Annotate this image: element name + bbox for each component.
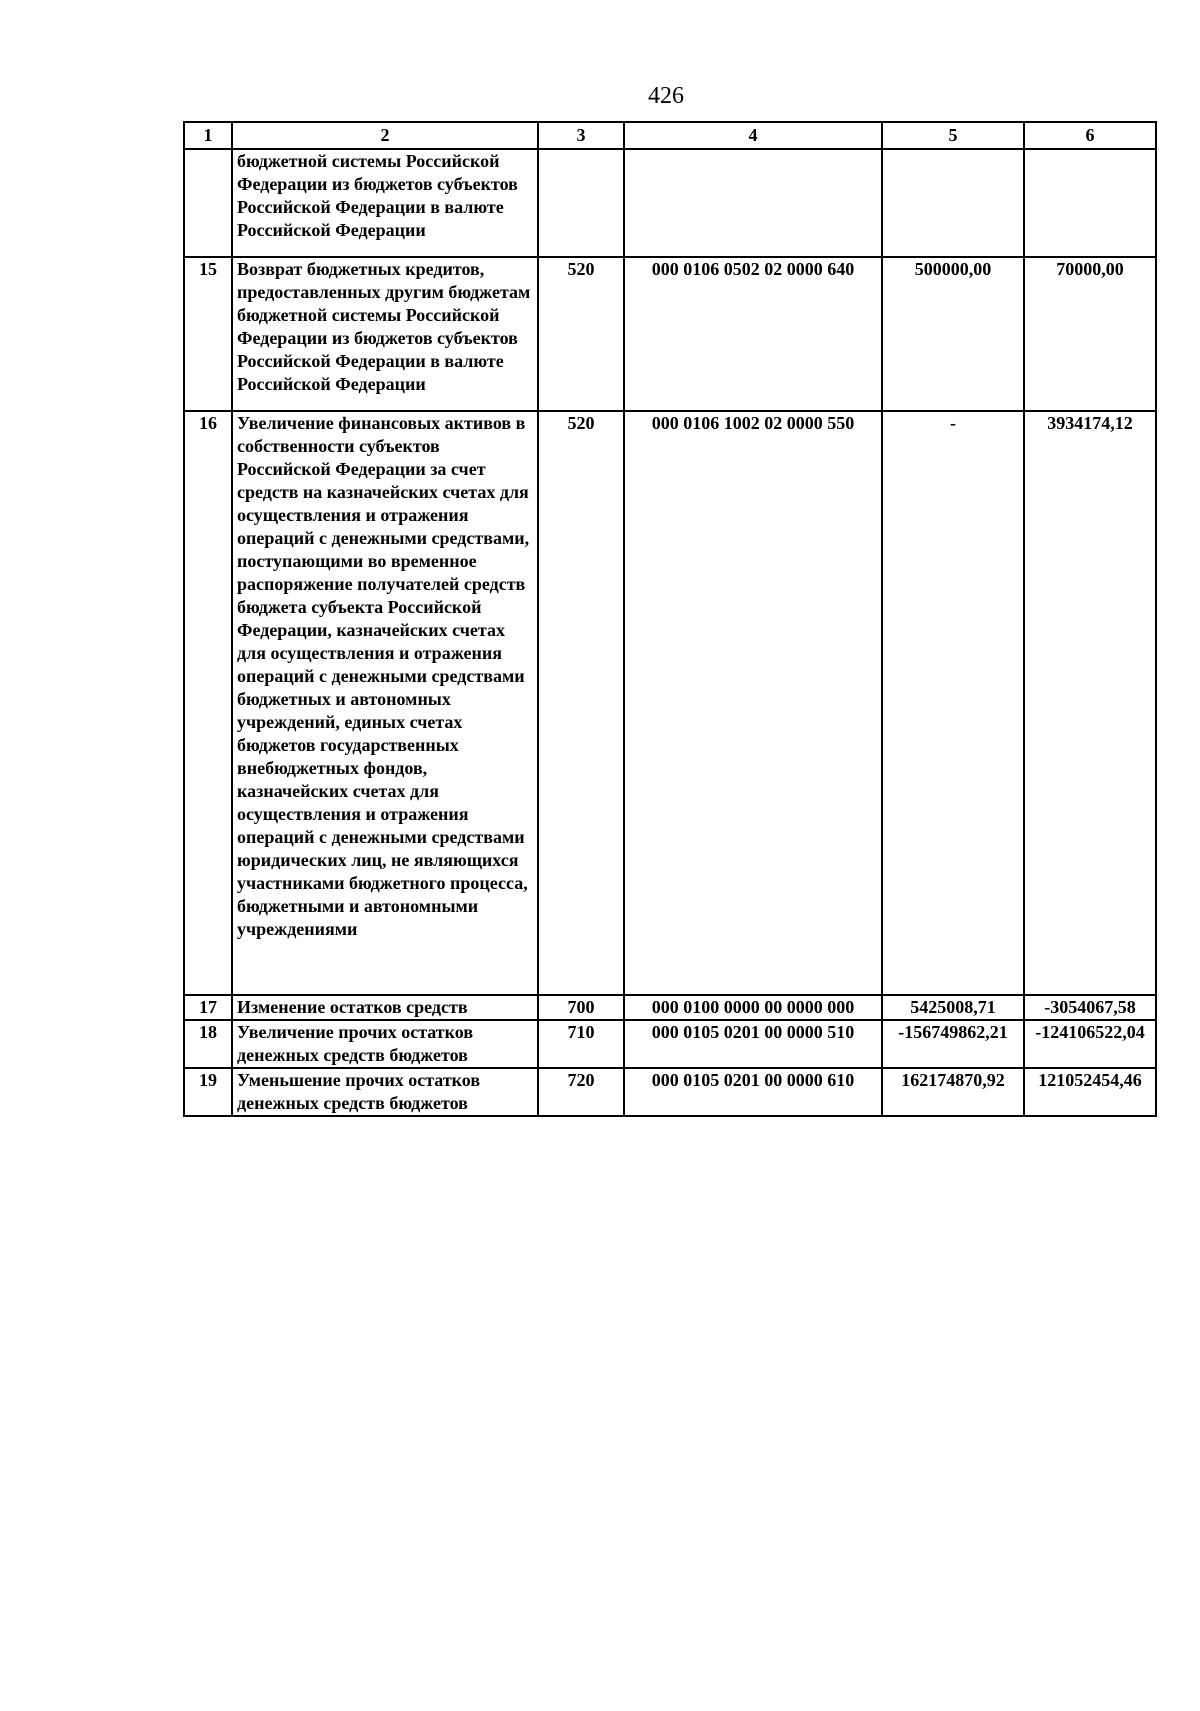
- column-header-1: 1: [184, 122, 232, 149]
- column-header-6: 6: [1024, 122, 1156, 149]
- column-header-3: 3: [538, 122, 624, 149]
- row-code: 520: [538, 411, 624, 995]
- table-row: [184, 411, 1156, 995]
- row-code: 520: [538, 257, 624, 411]
- row-number: 16: [184, 411, 232, 995]
- row-name: Изменение остатков средств: [232, 995, 538, 1020]
- row-name: бюджетной системы Российской Федерации из бюджетов субъектов Российской Федерации в валюте Российской Федерации: [232, 149, 538, 257]
- column-header-4: 4: [624, 122, 882, 149]
- page-number: 426: [648, 83, 684, 109]
- row-kbk: [624, 149, 882, 257]
- row-name: Возврат бюджетных кредитов, предоставленных другим бюджетам бюджетной системы Российской Федерации из бюджетов субъектов Российской Федерации в валюте Российской Федерации: [232, 257, 538, 411]
- row-code: 700: [538, 995, 624, 1020]
- row-value-5: -: [882, 411, 1024, 995]
- row-name: Увеличение финансовых активов в собственности субъектов Российской Федерации за счет средств на казначейских счетах для осуществления и отражения операций с денежными средствами, поступающими во временное распоряжение получателей средств бюджета субъекта Российской Федерации, казначейских счетах для осуществления и отражения операций с денежными средствами бюджетных и автономных учреждений, единых счетах бюджетов государственных внебюджетных фондов, казначейских счетах для осуществления и отражения операций с денежными средствами юридических лиц, не являющихся участниками бюджетного процесса, бюджетными и автономными учреждениями: [232, 411, 538, 995]
- row-kbk: 000 0106 0502 02 0000 640: [624, 257, 882, 411]
- row-value-6: -3054067,58: [1024, 995, 1156, 1020]
- row-value-5: 162174870,92: [882, 1068, 1024, 1116]
- row-code: 720: [538, 1068, 624, 1116]
- row-code: 710: [538, 1020, 624, 1068]
- table-row: [184, 995, 1156, 1020]
- row-value-5: 5425008,71: [882, 995, 1024, 1020]
- row-value-6: -124106522,04: [1024, 1020, 1156, 1068]
- row-kbk: 000 0105 0201 00 0000 510: [624, 1020, 882, 1068]
- row-number: 18: [184, 1020, 232, 1068]
- row-value-5: -156749862,21: [882, 1020, 1024, 1068]
- table-row: [184, 1020, 1156, 1068]
- row-value-5: 500000,00: [882, 257, 1024, 411]
- row-number: 17: [184, 995, 232, 1020]
- row-number: 19: [184, 1068, 232, 1116]
- row-kbk: 000 0105 0201 00 0000 610: [624, 1068, 882, 1116]
- row-name: Увеличение прочих остатков денежных средств бюджетов: [232, 1020, 538, 1068]
- row-number: [184, 149, 232, 257]
- row-value-6: [1024, 149, 1156, 257]
- row-kbk: 000 0106 1002 02 0000 550: [624, 411, 882, 995]
- column-number-header-row: [184, 122, 1156, 149]
- row-value-6: 70000,00: [1024, 257, 1156, 411]
- row-value-6: 121052454,46: [1024, 1068, 1156, 1116]
- column-header-5: 5: [882, 122, 1024, 149]
- row-number: 15: [184, 257, 232, 411]
- table-row: [184, 1068, 1156, 1116]
- row-value-6: 3934174,12: [1024, 411, 1156, 995]
- financing-sources-table: [183, 121, 1157, 1117]
- table-row: [184, 257, 1156, 411]
- column-header-2: 2: [232, 122, 538, 149]
- row-kbk: 000 0100 0000 00 0000 000: [624, 995, 882, 1020]
- row-name: Уменьшение прочих остатков денежных средств бюджетов: [232, 1068, 538, 1116]
- table-row: [184, 149, 1156, 257]
- row-code: [538, 149, 624, 257]
- row-value-5: [882, 149, 1024, 257]
